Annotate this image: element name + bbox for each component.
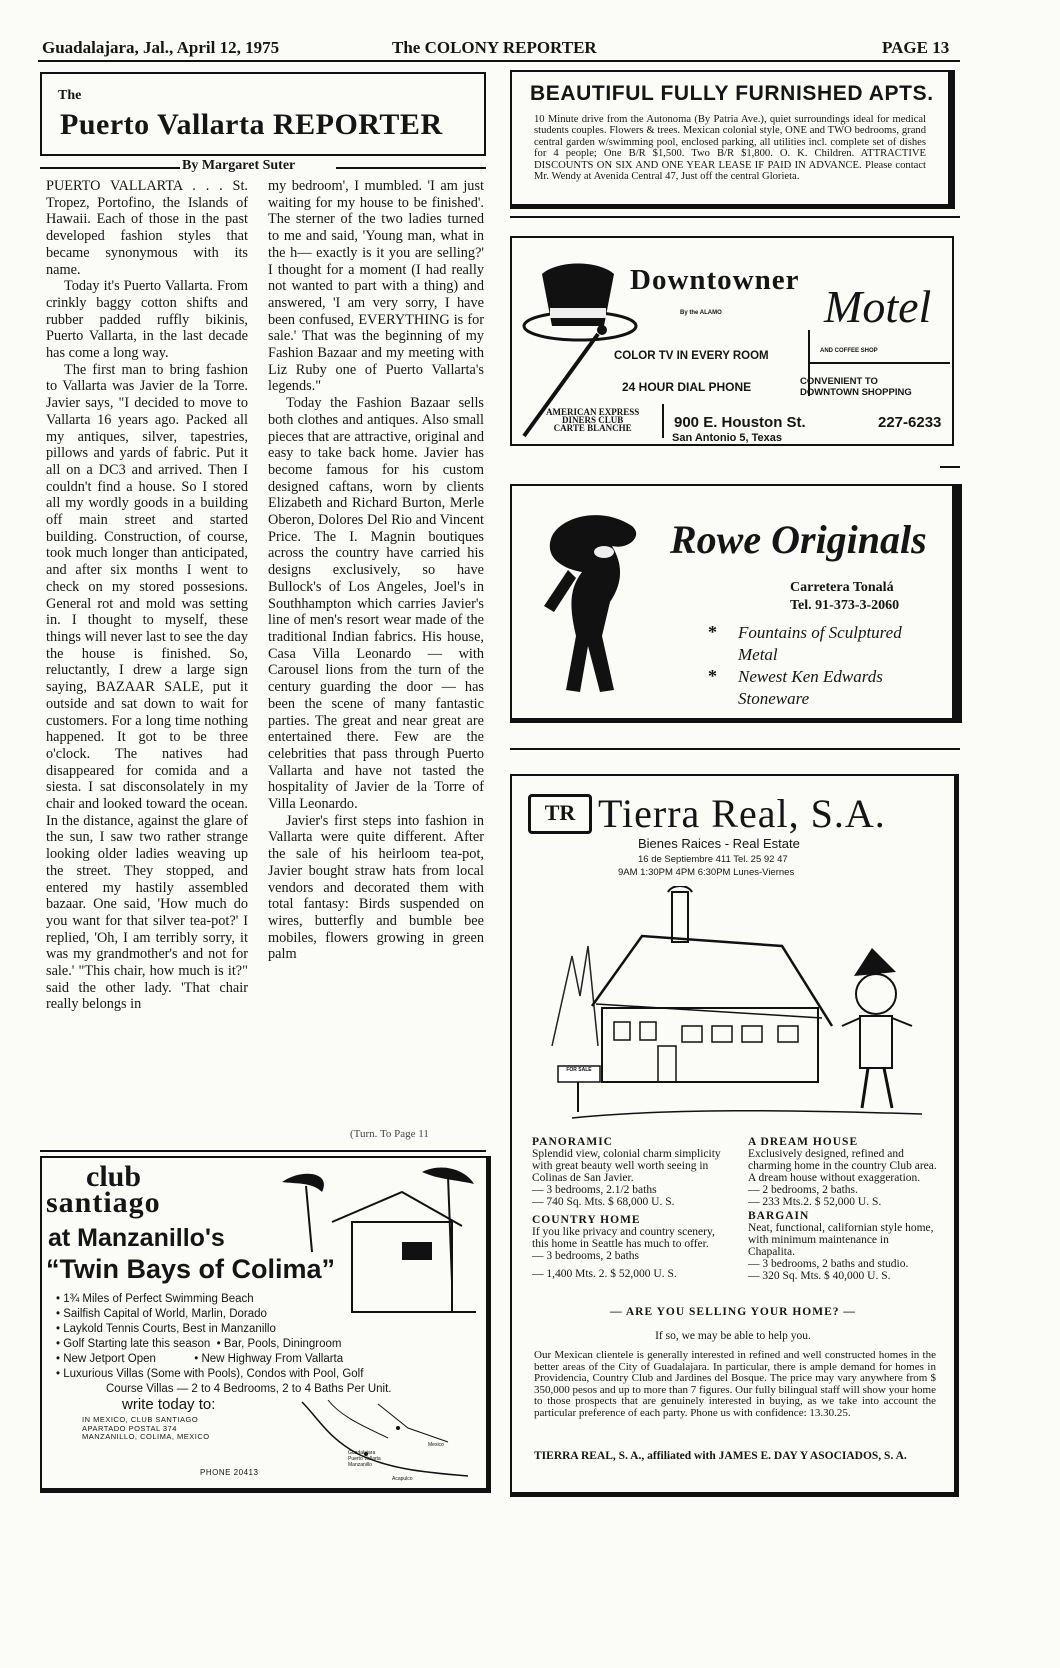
club-phone: PHONE 20413: [200, 1468, 259, 1477]
separator: [510, 216, 960, 218]
ad-furnished-apts: [510, 70, 955, 209]
ad-rowe-originals: Rowe Originals Carretera Tonalá Tel. 91-373-3-2060 * Fountains of Sculptured Metal * Newest Ken Edwards Stoneware: [510, 484, 962, 723]
article-paragraph: The first man to bring fashion to Vallarta was Javier de la Torre. Javier says, "I decided to move to Vallarta 16 years ago. Packed all my antiques, silver, tapestries, pillows and yards of fabric. Put it all on a DC3 and arrived. Then I couldn't find a house. So I stored all my wordly goods in a building off main street and started building. Construction, of course, took much longer than anticipated, and after six months I went to check on my stored possesions. General rot and mold was setting in. I thought to myself, these things will never last to see the day the house is finished. So, reluctantly, I drew a large sign saying, BAZAAR SALE, put it outside and sat down to wait for customers. For a long time nothing happened. It got to be three o'clock. The natives had disappeared for comida and a siesta. I sat disconsolately in my chair and looked toward the ocean. In the distance, against the glare of the sun, I saw two rather strange looking older ladies weaving up the street. They stopped, and entered my hastily assembled bazaar. One said, 'How much do you want for that silver tea-pot?' I replied, 'Oh, I am terribly sorry, it was my grandmother's and not for sale.' "This chair, how much is it?" said the other lady. 'That chair really belongs in: [46, 361, 248, 1013]
tierra-logo-icon: TR: [528, 794, 592, 834]
listing-heading: COUNTRY HOME: [532, 1214, 641, 1226]
ad-club-santiago: [40, 1156, 491, 1493]
article-paragraph: Javier's first steps into fashion in Vallarta were quite different. After the sale of his heirloom tea-pot, Javier bought straw hats from local vendors and decorated them with total fantasy: Birds suspended on wires, butterfly and bumble bee mobiles, flowers growing in green palm: [268, 812, 484, 963]
club-address: IN MEXICO, CLUB SANTIAGO APARTADO POSTAL 374 MANZANILLO, COLIMA, MEXICO: [82, 1415, 210, 1441]
club-at: at Manzanillo's: [48, 1224, 225, 1252]
motel-phone: 227-6233: [878, 414, 942, 431]
byline: By Margaret Suter: [182, 158, 296, 173]
listing-heading: A DREAM HOUSE: [748, 1136, 859, 1148]
tierra-body: Our Mexican clientele is generally interested in refined and well constructed homes in the better areas of the City of Guadalajara. In particular, there is ample demand for homes in Providencia, Country Club and Jardines del Bosque. The price may vary anywhere from $ 350,000 pesos and up to more than 7 figures. Our fully bilingual staff will show your home to those prospects that are genuinely interested in buying, as we take into account the particular preference of each party. Phone us with confidence: 13.30.25.: [534, 1349, 936, 1419]
bullet-item: • Luxurious Villas (Some with Pools), Condos with Pool, Golf: [56, 1368, 364, 1380]
tierra-help: If so, we may be able to help you.: [655, 1330, 811, 1342]
ad-downtowner-motel: [510, 236, 954, 446]
column-kicker: The: [58, 88, 82, 103]
tierra-listings-right: [748, 1136, 938, 1282]
rowe-tel: Tel. 91-373-3-2060: [790, 598, 900, 613]
motel-city: San Antonio 5, Texas: [672, 432, 783, 444]
byline-row: [40, 160, 486, 174]
map-labels: Guadalajara Puerto Vallarta Manzanillo: [348, 1450, 381, 1468]
ad-tierra-real: [510, 774, 959, 1497]
dateline: Guadalajara, Jal., April 12, 1975: [42, 38, 280, 57]
tierra-question: — ARE YOU SELLING YOUR HOME? —: [610, 1306, 856, 1318]
club-name: santiago: [46, 1186, 161, 1219]
rowe-name: Rowe Originals: [670, 517, 927, 562]
listing-heading: PANORAMIC: [532, 1136, 613, 1148]
bullet-item: • Golf Starting late this season • Bar, Pools, Diningroom: [56, 1338, 342, 1350]
tierra-name: Tierra Real, S.A.: [598, 791, 886, 836]
article-paragraph: Today it's Puerto Vallarta. From crinkly baggy cotton shifts and rubber padded ruffly bikinis, Puerto Vallarta, in the last decade has come a long way.: [46, 278, 248, 362]
motel-name: Downtowner: [630, 264, 800, 296]
rowe-road: Carretera Tonalá: [790, 580, 894, 595]
motel-cards: AMERICAN EXPRESS DINERS CLUB CARTE BLANCHE: [546, 407, 640, 433]
listing-line: — 740 Sq. Mts. $ 68,000 U. S.: [532, 1196, 675, 1208]
article-column-1: [46, 178, 248, 1013]
article-column-2: [268, 178, 484, 963]
listing-line: — 320 Sq. Mts. $ 40,000 U. S.: [748, 1270, 891, 1282]
map-label: Acapulco: [392, 1476, 413, 1482]
map-label: Mexico: [428, 1442, 444, 1448]
tierra-hours: 9AM 1:30PM 4PM 6:30PM Lunes-Viernes: [618, 867, 795, 878]
listing-line: — 2 bedrooms, 2 baths.: [748, 1184, 858, 1196]
article-paragraph: Today the Fashion Bazaar sells both clothes and antiques. Also small pieces that are attractive, original and easy to take back home. Javier has become famous for his custom designed caftans, worn by clients Elizabeth and Richard Burton, Merle Oberon, Dolores Del Rio and Vincent Price. The I. Magnin boutiques across the country have carried his designs exclusively, so have Bullock's of Los Angeles, Joel's in Southhampton which carries Javier's line of men's resort wear made of the traditional Indian fabrics. His house, Casa Villa Leonardo — with Carousel lions from the turn of the century guarding the door — has been the scene of many fantastic parties. The great and near great are entertained there. Few are the celebrities that pass through Puerto Vallarta and have not tasted the hospitality of Javier de la Torre of Villa Leonardo.: [268, 395, 484, 813]
separator: [510, 748, 960, 750]
header-rule: [38, 60, 960, 62]
tierra-footer: TIERRA REAL, S. A., affiliated with JAMES E. DAY Y ASOCIADOS, S. A.: [534, 1450, 907, 1462]
club-name: club: [86, 1160, 142, 1193]
motel-address: 900 E. Houston St.: [674, 414, 806, 431]
column-heading-box: [40, 72, 486, 156]
listing-line: — 3 bedrooms, 2 baths: [532, 1250, 640, 1262]
separator: [40, 1150, 486, 1152]
listing-line: — 233 Mts.2. $ 52,000 U. S.: [748, 1196, 882, 1208]
listing-text: Exclusively designed, refined and charming home in the country Club area. A dream house without exaggeration.: [748, 1148, 937, 1184]
article-paragraph: my bedroom', I mumbled. 'I am just waiting for my house to be finished'. The sterner of the two ladies turned to me and said, 'Young man, what in the h— exactly is it you are selling?' I thought for a moment (I had really not wanted to part with a thing) and answered, 'I am very sorry, I have been confused, EVERYTHING is for sale.' That was the beginning of my Fashion Bazaar and my meeting with Liz Ruby one of Puerto Vallarta's legends.": [268, 178, 484, 395]
tierra-listings-left: [532, 1136, 732, 1280]
separator: [940, 466, 960, 468]
page-number: PAGE 13: [882, 38, 950, 57]
listing-line: — 1,400 Mts. 2. $ 52,000 U. S.: [532, 1268, 677, 1280]
newspaper-name: The COLONY REPORTER: [392, 38, 597, 57]
tierra-sub: Bienes Raices - Real Estate: [638, 836, 800, 851]
house-illustration: [532, 886, 936, 1126]
mexico-map: [298, 1398, 474, 1482]
listing-text: Neat, functional, californian style home, with minimum maintenance in Chapalita.: [748, 1222, 934, 1258]
bullet-item: • Laykold Tennis Courts, Best in Manzanillo: [56, 1323, 276, 1335]
bullet-item: Course Villas — 2 to 4 Bedrooms, 2 to 4 Baths Per Unit.: [106, 1383, 392, 1395]
bullet-item: • 1¾ Miles of Perfect Swimming Beach: [56, 1293, 254, 1305]
rowe-item: Newest Ken Edwards Stoneware: [738, 667, 883, 708]
motel-convenient: CONVENIENT TO DOWNTOWN SHOPPING: [800, 376, 912, 398]
motel-feature: COLOR TV IN EVERY ROOM: [614, 350, 769, 362]
article-paragraph: PUERTO VALLARTA . . . St. Tropez, Portofino, the Islands of Hawaii. Each of those in the past developed fashion styles that became synonymous with its name.: [46, 178, 248, 278]
motel-by: By the ALAMO: [680, 310, 722, 316]
listing-line: — 3 bedrooms, 2.1/2 baths: [532, 1184, 657, 1196]
house-sign: FOR SALE: [566, 1067, 592, 1073]
club-bays: “Twin Bays of Colima”: [46, 1254, 336, 1284]
motel-coffee: AND COFFEE SHOP: [820, 348, 878, 354]
club-write: write today to:: [122, 1396, 216, 1413]
listing-heading: BARGAIN: [748, 1210, 810, 1222]
column-title: Puerto Vallarta REPORTER: [60, 108, 443, 141]
apts-title: BEAUTIFUL FULLY FURNISHED APTS.: [530, 82, 934, 105]
listing-text: If you like privacy and country scenery, this home in Seattle has much to offer.: [532, 1226, 715, 1250]
bullet-item: • New Jetport Open • New Highway From Vallarta: [56, 1353, 344, 1365]
listing-text: Splendid view, colonial charm simplicity with great beauty well worth seeing in Colinas de San Javier.: [532, 1148, 721, 1184]
rowe-item: Fountains of Sculptured Metal: [738, 623, 902, 664]
bullet-item: • Sailfish Capital of World, Marlin, Dorado: [56, 1308, 267, 1320]
club-bullets: [56, 1292, 392, 1397]
tierra-address: 16 de Septiembre 411 Tel. 25 92 47: [638, 854, 788, 865]
continuation-note: (Turn. To Page 11: [350, 1128, 429, 1140]
motel-feature: 24 HOUR DIAL PHONE: [622, 380, 752, 394]
motel-script: Motel: [824, 281, 932, 332]
sculpture-figure-icon: [532, 506, 662, 706]
listing-line: — 3 bedrooms, 2 baths and studio.: [748, 1258, 909, 1270]
apts-body: 10 Minute drive from the Autonoma (By Patria Ave.), quiet surroundings ideal for medical students couples. Flowers & trees. Mexican colonial style, ONE and TWO bedrooms, grand central garden w/swimming pool, enclosed parking, all utilities incl. complete set of dishes for 4 people; One B/R $1,500. Two B/R $1,800. O. K. Children. ATTRACTIVE DISCOUNTS ON SIX AND ONE YEAR LEASE IF PAID IN ADVANCE. Please contact Mr. Wendy at Avenida Central 47, Just off the central Glorieta.: [534, 114, 926, 183]
